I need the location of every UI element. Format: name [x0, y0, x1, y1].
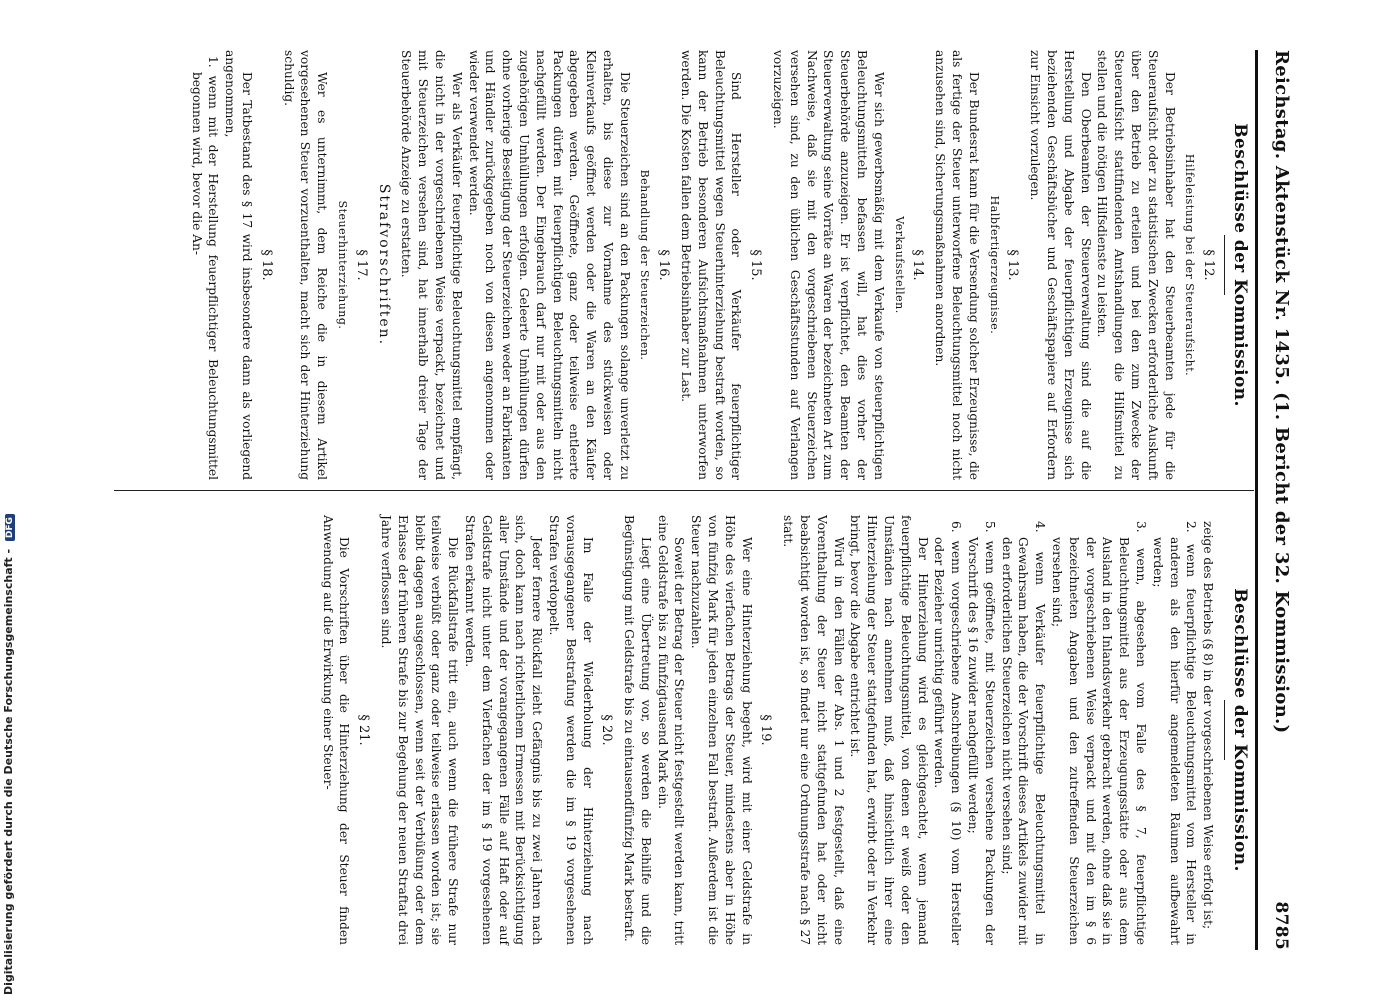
- section-number: § 13.: [1005, 249, 1021, 281]
- left-column: [114, 50, 1254, 480]
- column-divider: [114, 490, 1254, 491]
- section-number: § 18.: [258, 249, 274, 281]
- paragraph: Die Steuerzeichen sind an den Packungen solange unverletzt zu erhalten, bis diese zur Vornahme des stückweisen oder Kleinverkaufs geöffnet werden oder die Waren an den Käufer abgegeben werden. Geöffnete, ganz oder teilweise entleerte Packungen dürfen mit feuerpflichtigen Beleuchtungsmitteln nicht nachgefüllt werden. Der Eingebrauch darf nur mit oder aus den zugehörigen Umhüllungen erfolgen. Geleerte Umhüllungen dürfen ohne vorherige Beseitigung der Steuerzeichen weder an Fabrikanten und Händler zurückgegeben noch von diesen angenommen oder wieder verwendet werden.: [466, 50, 632, 480]
- paragraph: Wer als Verkäufer feuerpflichtige Beleuchtungsmittel empfängt, die nicht in der vorgeschriebenen Weise verpackt, bezeichnet und mit Steuerzeichen versehen sind, hat innerhalb dreier Tage der Steuerbehörde Anzeige zu erstatten.: [399, 50, 464, 480]
- section-number: § 12.: [1201, 249, 1217, 281]
- title-rule: [1224, 700, 1225, 760]
- header-rule: [1255, 50, 1258, 950]
- page-number: 8785: [1271, 901, 1291, 950]
- section-number: § 15.: [748, 249, 764, 281]
- list-item: zeige des Betriebs (§ 8) in der vorgeschriebenen Weise erfolgt ist;: [1201, 521, 1216, 930]
- paragraph: Der Bundesrat kann für die Versendung solcher Erzeugnisse, die als fertige der Steuer unterworfene Beleuchtungsmittel noch nicht anzusehen sind, Sicherungsmaßnahmen anordnen.: [933, 50, 981, 480]
- left-column-title: Beschlüsse der Kommission.: [1230, 123, 1250, 407]
- list-item: 4. wenn Verkäufer feuerpflichtige Beleuchtungsmittel in Gewahrsam haben, die der Vorschrift dieses Artikels zuwider mit den erforderlichen Steuerzeichen nicht versehen sind;: [999, 521, 1048, 945]
- paragraph: Der Betriebsinhaber hat den Steuerbeamten jede für die Steueraufsicht oder zu statistischen Zwecken erforderliche Auskunft über den Betrieb zu erteilen und bei den zum Zwecke der Steueraufsicht stattfindenden Amtshandlungen die Hilfsmittel zu stellen und die nötigen Hilfsdienste zu leisten.: [1095, 50, 1177, 480]
- paragraph: Wer eine Hinterziehung begeht, wird mit einer Geldstrafe in Höhe des vierfachen Betrags der Steuer, mindestens aber in Höhe von fünfzig Mark für jeden einzelnen Fall bestraft. Außerdem ist die Steuer nachzuzahlen.: [689, 515, 754, 945]
- list-item: 6. wenn vorgeschriebene Anschreibungen (§ 10) vom Hersteller oder Bezieher unrichtig geführt werden.: [932, 521, 964, 945]
- list-item: 5. wenn geöffnete, mit Steuerzeichen versehene Packungen der Vorschrift des § 16 zuwider nachgefüllt werden;: [966, 521, 997, 945]
- digitization-note: [0, 0, 20, 1000]
- paragraph: Liegt eine Übertretung vor, so werden die Beihilfe und die Begünstigung mit Geldstrafe bis zu eintausendfünfzig Mark bestraft.: [622, 515, 653, 945]
- section-group-title: Strafvorschriften.: [375, 183, 392, 347]
- paragraph: Wer sich gewerbsmäßig mit dem Verkaufe von steuerpflichtigen Beleuchtungsmitteln befassen will, hat dies vorher der Steuerbehörde anzuzeigen. Er ist verpflichtet, den Beamten der Steuerverwaltung seine Vorräte an Waren der bezeichneten Art zum Nachweise, daß sie mit den vorgeschriebenen Steuerzeichen versehen sind, zu den üblichen Geschäftsstunden auf Verlangen vorzuzeigen.: [771, 50, 886, 480]
- right-column-title: Beschlüsse der Kommission.: [1230, 588, 1250, 872]
- list-item: 2. wenn feuerpflichtige Beleuchtungsmittel vom Hersteller in anderen als den hierfür angemeldeten Räumen aufbewahrt werden;: [1150, 521, 1199, 945]
- paragraph: Die Vorschriften über die Hinterziehung der Steuer finden Anwendung auf die Erwirkung einer Steuer-: [320, 515, 352, 945]
- section-heading: Steuerhinterziehung.: [335, 200, 349, 330]
- title-rule: [1224, 235, 1225, 295]
- section-number: § 16.: [656, 249, 672, 281]
- section-number: § 19.: [758, 714, 774, 746]
- section-heading: Verkaufsstellen.: [892, 216, 906, 314]
- intro-items: [931, 515, 1217, 945]
- section-heading: Hilfeleistung bei der Steueraufsicht.: [1183, 153, 1197, 377]
- dfg-logo: DFG: [5, 514, 15, 541]
- section-heading: Halbfertigerzeugnisse.: [987, 195, 1001, 335]
- header-title: Reichstag. Aktenstück Nr. 1435. (1. Bericht der 32. Kommission.): [1271, 50, 1292, 734]
- paragraph: Die Rückfallstrafe tritt ein, auch wenn die frühere Strafe nur teilweise verbüßt oder ganz oder teilweise erlassen worden ist; sie bleibt dagegen ausgeschlossen, wenn seit der Verbüßung oder dem Erlasse der früheren Strafe bis zur Begehung der neuen Straftat drei Jahre verflossen sind.: [378, 515, 461, 945]
- list-item: 3. wenn, abgesehen vom Falle des § 7, feuerpflichtige Beleuchtungsmittel aus der Erzeugungsstätte oder aus dem Ausland in den Inlandsverkehr gebracht werden, ohne daß sie in der vorgeschriebenen Weise verpackt und mit den im § 6 bezeichneten Angaben und den zutreffenden Steuerzeichen versehen sind;: [1050, 521, 1149, 945]
- paragraph: Sind Hersteller oder Verkäufer feuerpflichtiger Beleuchtungsmittel wegen Steuerhinterziehung bestraft worden, so kann der Betrieb besonderen Aufsichtsmaßnahmen unterworfen werden. Die Kosten fallen dem Betriebsinhaber zur Last.: [679, 50, 744, 480]
- paragraph: Soweit der Betrag der Steuer nicht festgestellt werden kann, tritt eine Geldstrafe bis zu fünfzigtausend Mark ein.: [655, 515, 687, 945]
- paragraph: Wird in den Fällen der Abs. 1 und 2 festgestellt, daß eine Vorenthaltung der Steuer nicht stattgefunden hat oder nicht beabsichtigt worden ist, so findet nur eine Ordnungsstrafe nach § 27 statt.: [781, 515, 846, 945]
- section-number: § 21.: [356, 714, 372, 746]
- paragraph: Den Oberbeamten der Steuerverwaltung sind die auf die Herstellung und Abgabe der feuerpflichtigen Erzeugnisse sich beziehenden Geschäftsbücher und Geschäftspapiere auf Erfordern zur Einsicht vorzulegen.: [1028, 50, 1093, 480]
- digitization-text: Digitalisierung gefördert durch die Deutsche Forschungsgemeinschaft -: [2, 548, 15, 995]
- section-number: § 20.: [599, 714, 615, 746]
- section-heading: Behandlung der Steuerzeichen.: [638, 169, 652, 361]
- paragraph: Der Tatbestand des § 17 wird insbesondere dann als vorliegend angenommen,: [223, 50, 254, 480]
- paragraph: Der Hinterziehung wird es gleichgeachtet, wenn jemand feuerpflichtige Beleuchtungsmittel, von denen er weiß oder den Umständen nach annehmen muß, daß hinsichtlich ihrer eine Hinterziehung der Steuer stattgefunden hat, erwirbt oder in Verkehr bringt, bevor die Abgabe entrichtet ist.: [848, 515, 930, 945]
- list-item: 1. wenn mit der Herstellung feuerpflichtiger Beleuchtungsmittel begonnen wird, bevor die An-: [189, 56, 221, 480]
- right-column: [114, 515, 1254, 945]
- page-header: [1262, 50, 1292, 950]
- section-number: § 14.: [910, 249, 926, 281]
- paragraph: Im Falle der Wiederholung der Hinterziehung nach vorausgegangener Bestrafung werden die im § 19 vorgesehenen Strafen verdoppelt.: [546, 515, 595, 945]
- paragraph: Wer es unternimmt, dem Reiche die in diesem Artikel vorgesehenen Steuer vorzuenthalten, macht sich der Hinterziehung schuldig.: [281, 50, 330, 480]
- paragraph: Jeder fernere Rückfall zieht Gefängnis bis zu zwei Jahren nach sich, doch kann nach richterlichem Ermessen mit Berücksichtigung aller Umstände und der vorangegangenen Fälle auf Haft oder auf Geldstrafe nicht unter dem Vierfachen der im § 19 vorgesehenen Strafen erkannt werden.: [462, 515, 545, 945]
- section-number: § 17.: [353, 249, 369, 281]
